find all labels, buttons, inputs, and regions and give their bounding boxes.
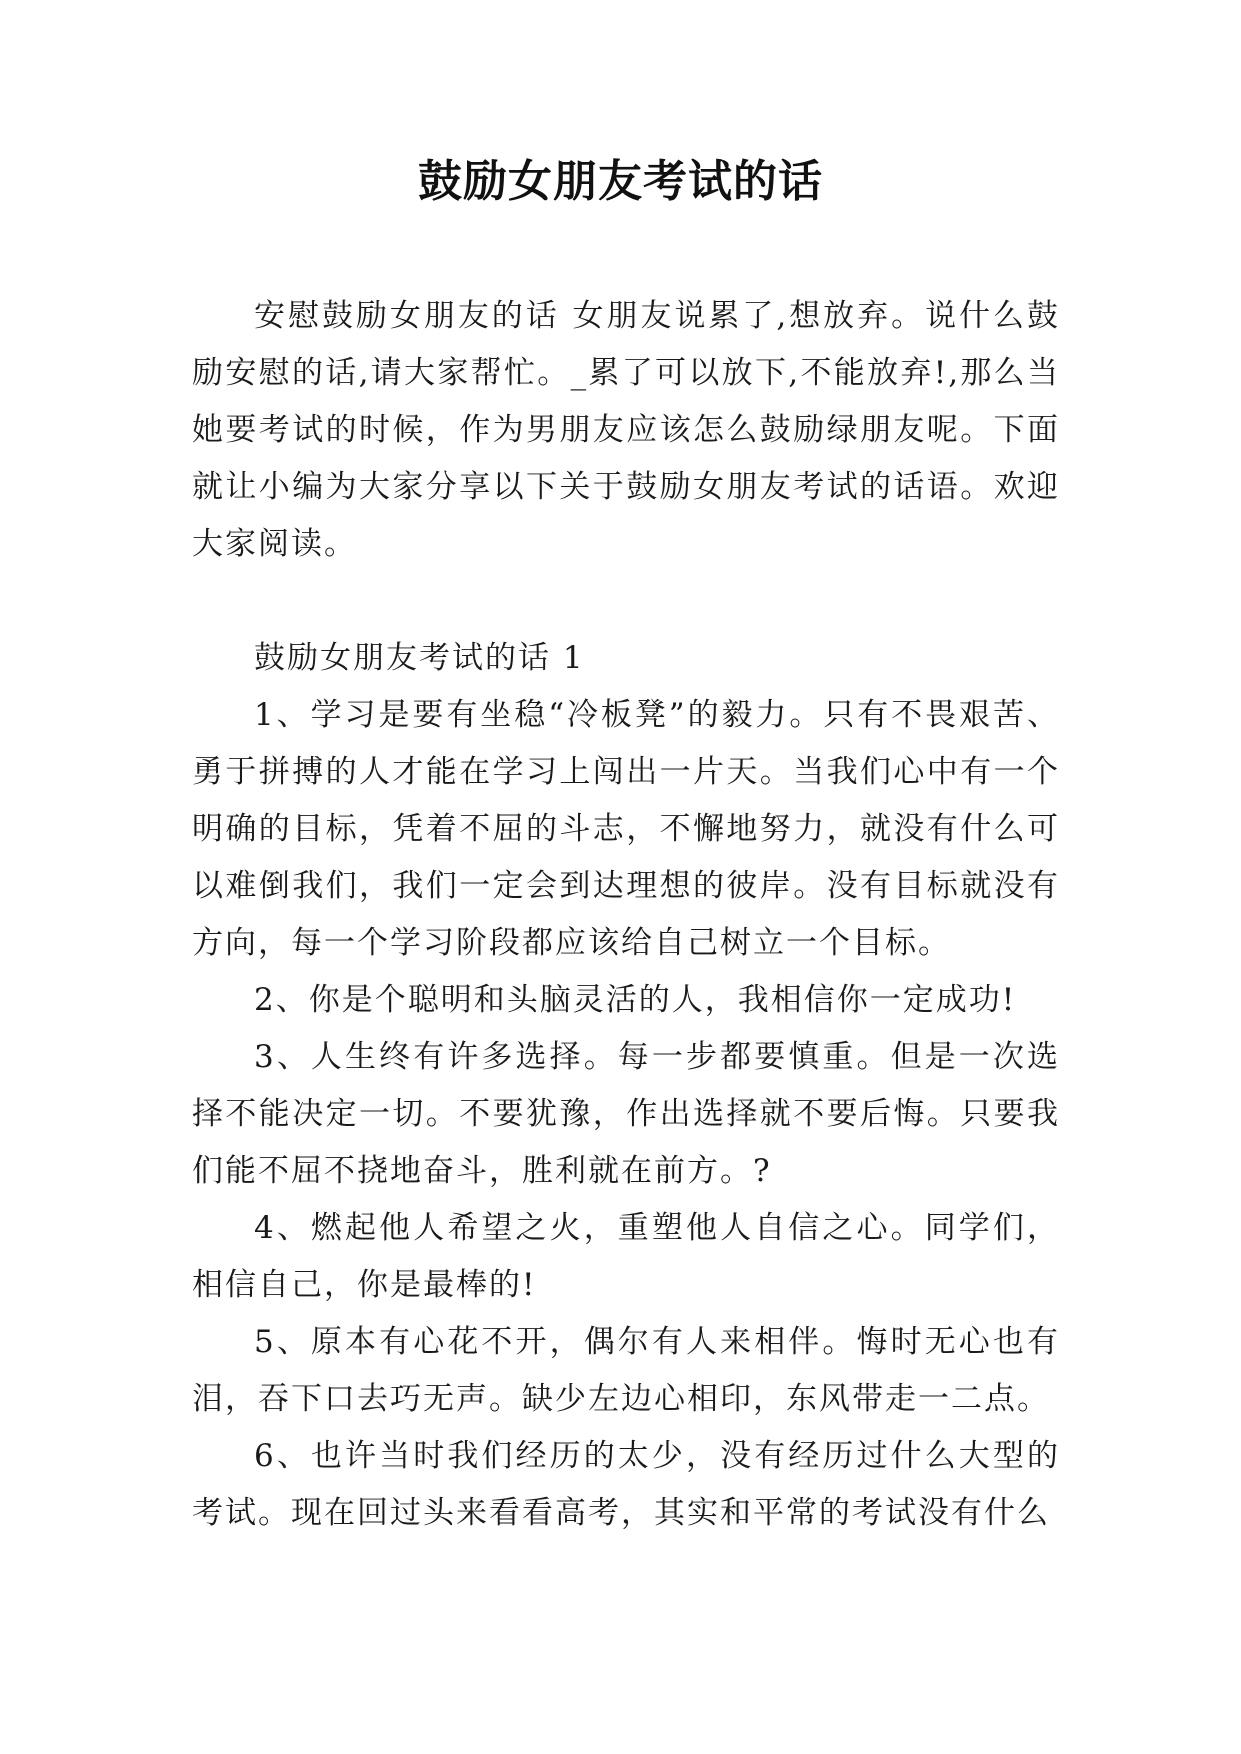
intro-paragraph: 安慰鼓励女朋友的话 女朋友说累了,想放弃。说什么鼓励安慰的话,请大家帮忙。_累了可以放下,不能放弃!,那么当她要考试的时候，作为男朋友应该怎么鼓励绿朋友呢。下面就让小编为大家分享以下关于鼓励女朋友考试的话语。欢迎大家阅读。 [192, 298, 1060, 562]
section-heading: 鼓励女朋友考试的话 1 [254, 640, 585, 676]
list-item: 4、燃起他人希望之火，重塑他人自信之心。同学们，相信自己，你是最棒的! [192, 1210, 1060, 1303]
document-title: 鼓励女朋友考试的话 [418, 156, 823, 207]
list-item: 2、你是个聪明和头脑灵活的人，我相信你一定成功! [254, 982, 1017, 1018]
document-body [192, 288, 1060, 1542]
list-item: 3、人生终有许多选择。每一步都要慎重。但是一次选择不能决定一切。不要犹豫，作出选择就不要后悔。只要我们能不屈不挠地奋斗，胜利就在前方。? [192, 1039, 1060, 1189]
list-item: 6、也许当时我们经历的太少，没有经历过什么大型的考试。现在回过头来看看高考，其实和平常的考试没有什么 [192, 1438, 1060, 1531]
list-item: 1、学习是要有坐稳“冷板凳”的毅力。只有不畏艰苦、勇于拼搏的人才能在学习上闯出一片天。当我们心中有一个明确的目标，凭着不屈的斗志，不懈地努力，就没有什么可以难倒我们，我们一定会到达理想的彼岸。没有目标就没有方向，每一个学习阶段都应该给自己树立一个目标。 [192, 697, 1060, 961]
list-item: 5、原本有心花不开，偶尔有人来相伴。悔时无心也有泪，吞下口去巧无声。缺少左边心相印，东风带走一二点。 [192, 1324, 1060, 1417]
